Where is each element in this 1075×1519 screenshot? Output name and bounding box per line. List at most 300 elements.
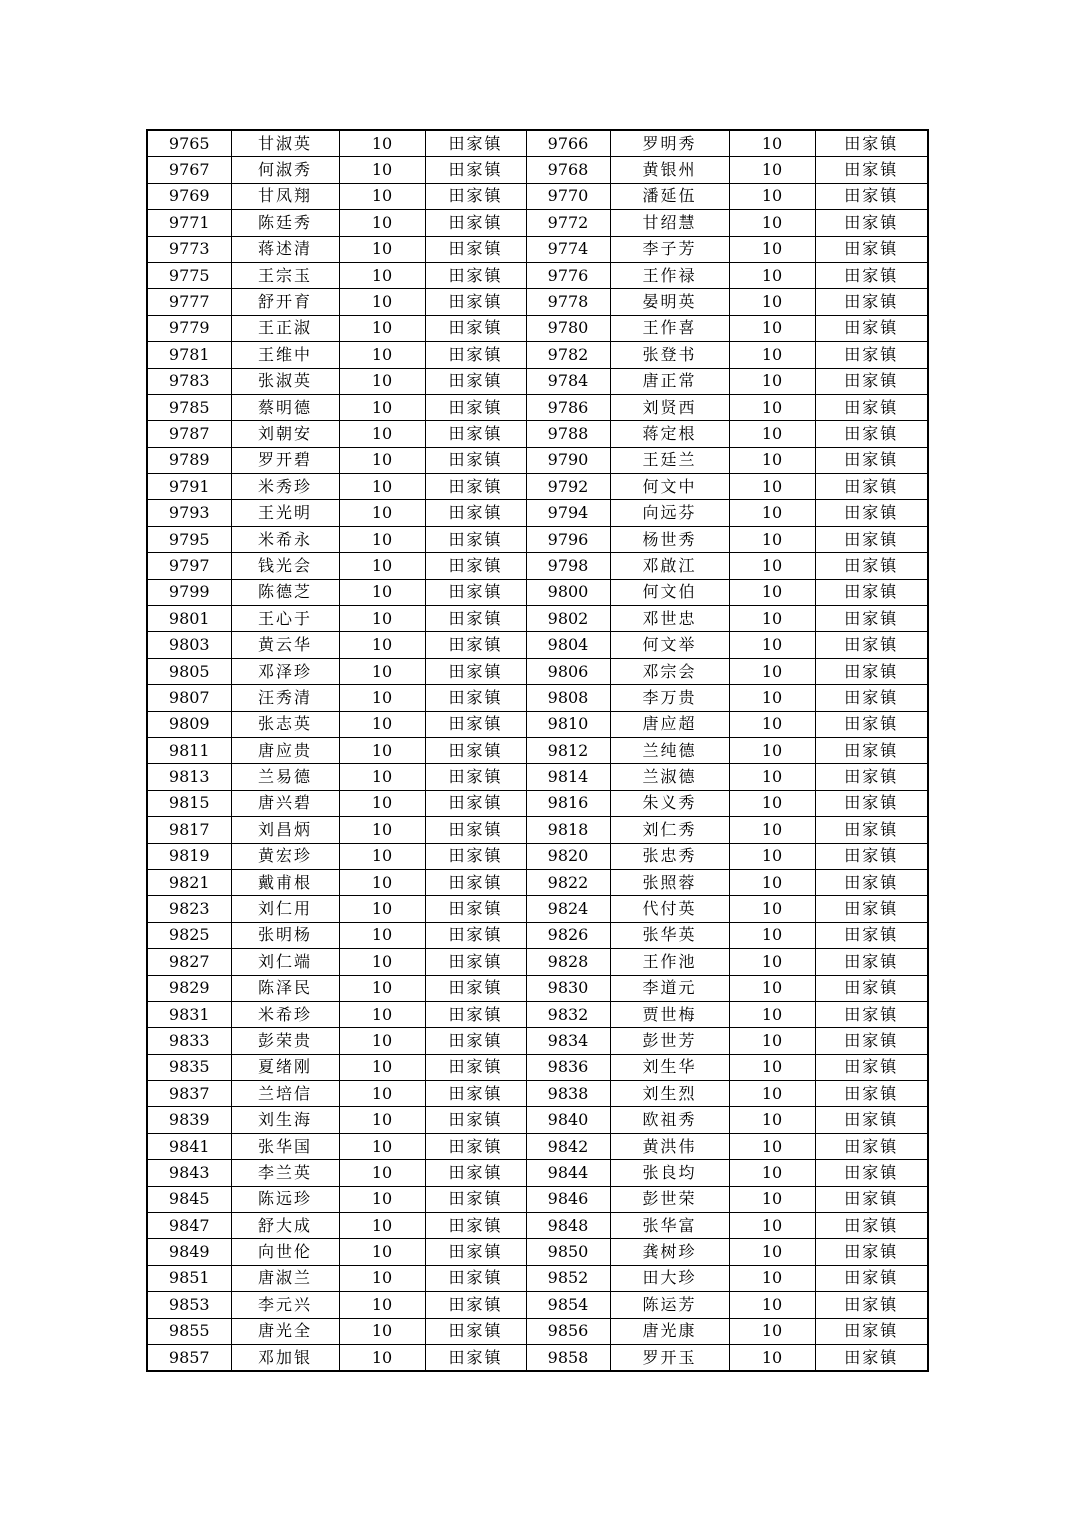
- amount-cell: 10: [339, 1081, 425, 1107]
- table-row: [147, 975, 928, 1001]
- town-cell: 田家镇: [815, 1213, 928, 1239]
- town-cell: 田家镇: [815, 1186, 928, 1212]
- amount-cell: 10: [729, 130, 815, 157]
- person-name-cell: 罗开碧: [231, 447, 339, 473]
- person-name-cell: 彭荣贵: [231, 1028, 339, 1054]
- record-number-cell: 9769: [147, 183, 231, 209]
- record-number-cell: 9777: [147, 289, 231, 315]
- town-cell: 田家镇: [425, 315, 526, 341]
- person-name-cell: 戴甫根: [231, 869, 339, 895]
- town-cell: 田家镇: [815, 1081, 928, 1107]
- person-name-cell: 米希永: [231, 526, 339, 552]
- town-cell: 田家镇: [425, 421, 526, 447]
- town-cell: 田家镇: [425, 130, 526, 157]
- amount-cell: 10: [339, 526, 425, 552]
- amount-cell: 10: [729, 685, 815, 711]
- person-name-cell: 张明杨: [231, 922, 339, 948]
- town-cell: 田家镇: [425, 1133, 526, 1159]
- person-name-cell: 王光明: [231, 500, 339, 526]
- town-cell: 田家镇: [815, 236, 928, 262]
- amount-cell: 10: [729, 817, 815, 843]
- table-row: [147, 315, 928, 341]
- person-name-cell: 刘仁用: [231, 896, 339, 922]
- town-cell: 田家镇: [815, 1001, 928, 1027]
- town-cell: 田家镇: [815, 1265, 928, 1291]
- person-name-cell: 唐应超: [610, 711, 729, 737]
- table-row: [147, 157, 928, 183]
- amount-cell: 10: [729, 1054, 815, 1080]
- record-number-cell: 9804: [526, 632, 610, 658]
- record-number-cell: 9799: [147, 579, 231, 605]
- amount-cell: 10: [339, 1186, 425, 1212]
- record-number-cell: 9780: [526, 315, 610, 341]
- person-name-cell: 刘贤西: [610, 394, 729, 420]
- record-number-cell: 9798: [526, 553, 610, 579]
- person-name-cell: 张华国: [231, 1133, 339, 1159]
- town-cell: 田家镇: [815, 474, 928, 500]
- town-cell: 田家镇: [815, 975, 928, 1001]
- amount-cell: 10: [729, 922, 815, 948]
- record-number-cell: 9779: [147, 315, 231, 341]
- town-cell: 田家镇: [425, 764, 526, 790]
- roster-body: [147, 130, 928, 1371]
- amount-cell: 10: [339, 368, 425, 394]
- town-cell: 田家镇: [815, 685, 928, 711]
- record-number-cell: 9837: [147, 1081, 231, 1107]
- town-cell: 田家镇: [815, 342, 928, 368]
- record-number-cell: 9792: [526, 474, 610, 500]
- town-cell: 田家镇: [815, 421, 928, 447]
- person-name-cell: 彭世芳: [610, 1028, 729, 1054]
- table-row: [147, 1292, 928, 1318]
- person-name-cell: 邓泽珍: [231, 658, 339, 684]
- person-name-cell: 王作池: [610, 949, 729, 975]
- person-name-cell: 黄宏珍: [231, 843, 339, 869]
- person-name-cell: 晏明英: [610, 289, 729, 315]
- person-name-cell: 甘绍慧: [610, 210, 729, 236]
- town-cell: 田家镇: [815, 817, 928, 843]
- person-name-cell: 向世伦: [231, 1239, 339, 1265]
- town-cell: 田家镇: [815, 130, 928, 157]
- person-name-cell: 张志英: [231, 711, 339, 737]
- amount-cell: 10: [339, 289, 425, 315]
- record-number-cell: 9806: [526, 658, 610, 684]
- town-cell: 田家镇: [815, 737, 928, 763]
- amount-cell: 10: [339, 606, 425, 632]
- town-cell: 田家镇: [425, 1054, 526, 1080]
- record-number-cell: 9766: [526, 130, 610, 157]
- record-number-cell: 9802: [526, 606, 610, 632]
- amount-cell: 10: [729, 843, 815, 869]
- record-number-cell: 9775: [147, 262, 231, 288]
- record-number-cell: 9782: [526, 342, 610, 368]
- amount-cell: 10: [729, 1239, 815, 1265]
- town-cell: 田家镇: [815, 1318, 928, 1344]
- person-name-cell: 王维中: [231, 342, 339, 368]
- record-number-cell: 9858: [526, 1344, 610, 1371]
- amount-cell: 10: [729, 975, 815, 1001]
- record-number-cell: 9853: [147, 1292, 231, 1318]
- record-number-cell: 9815: [147, 790, 231, 816]
- record-number-cell: 9783: [147, 368, 231, 394]
- table-row: [147, 579, 928, 605]
- record-number-cell: 9824: [526, 896, 610, 922]
- person-name-cell: 杨世秀: [610, 526, 729, 552]
- table-row: [147, 1213, 928, 1239]
- table-row: [147, 632, 928, 658]
- person-name-cell: 陈运芳: [610, 1292, 729, 1318]
- record-number-cell: 9768: [526, 157, 610, 183]
- person-name-cell: 邓世忠: [610, 606, 729, 632]
- person-name-cell: 何文伯: [610, 579, 729, 605]
- amount-cell: 10: [339, 1213, 425, 1239]
- record-number-cell: 9809: [147, 711, 231, 737]
- amount-cell: 10: [339, 421, 425, 447]
- record-number-cell: 9835: [147, 1054, 231, 1080]
- record-number-cell: 9838: [526, 1081, 610, 1107]
- table-row: [147, 421, 928, 447]
- amount-cell: 10: [729, 342, 815, 368]
- town-cell: 田家镇: [425, 606, 526, 632]
- table-row: [147, 1160, 928, 1186]
- record-number-cell: 9852: [526, 1265, 610, 1291]
- person-name-cell: 兰培信: [231, 1081, 339, 1107]
- person-name-cell: 田大珍: [610, 1265, 729, 1291]
- town-cell: 田家镇: [425, 949, 526, 975]
- record-number-cell: 9800: [526, 579, 610, 605]
- person-name-cell: 唐光全: [231, 1318, 339, 1344]
- person-name-cell: 舒开育: [231, 289, 339, 315]
- table-row: [147, 1107, 928, 1133]
- town-cell: 田家镇: [425, 1239, 526, 1265]
- record-number-cell: 9855: [147, 1318, 231, 1344]
- amount-cell: 10: [729, 289, 815, 315]
- record-number-cell: 9836: [526, 1054, 610, 1080]
- table-row: [147, 658, 928, 684]
- person-name-cell: 邓加银: [231, 1344, 339, 1371]
- person-name-cell: 兰淑德: [610, 764, 729, 790]
- amount-cell: 10: [729, 157, 815, 183]
- person-name-cell: 张淑英: [231, 368, 339, 394]
- person-name-cell: 何文举: [610, 632, 729, 658]
- record-number-cell: 9791: [147, 474, 231, 500]
- person-name-cell: 兰易德: [231, 764, 339, 790]
- person-name-cell: 黄云华: [231, 632, 339, 658]
- town-cell: 田家镇: [815, 1239, 928, 1265]
- record-number-cell: 9796: [526, 526, 610, 552]
- amount-cell: 10: [339, 817, 425, 843]
- table-row: [147, 1054, 928, 1080]
- person-name-cell: 李元兴: [231, 1292, 339, 1318]
- town-cell: 田家镇: [425, 1001, 526, 1027]
- amount-cell: 10: [729, 896, 815, 922]
- record-number-cell: 9811: [147, 737, 231, 763]
- record-number-cell: 9803: [147, 632, 231, 658]
- town-cell: 田家镇: [815, 764, 928, 790]
- person-name-cell: 蔡明德: [231, 394, 339, 420]
- town-cell: 田家镇: [815, 289, 928, 315]
- amount-cell: 10: [729, 632, 815, 658]
- record-number-cell: 9785: [147, 394, 231, 420]
- town-cell: 田家镇: [815, 1160, 928, 1186]
- town-cell: 田家镇: [815, 315, 928, 341]
- record-number-cell: 9818: [526, 817, 610, 843]
- table-row: [147, 790, 928, 816]
- record-number-cell: 9784: [526, 368, 610, 394]
- town-cell: 田家镇: [425, 394, 526, 420]
- table-row: [147, 1344, 928, 1371]
- amount-cell: 10: [729, 579, 815, 605]
- table-row: [147, 1318, 928, 1344]
- amount-cell: 10: [339, 157, 425, 183]
- person-name-cell: 王作喜: [610, 315, 729, 341]
- person-name-cell: 陈廷秀: [231, 210, 339, 236]
- town-cell: 田家镇: [815, 1344, 928, 1371]
- record-number-cell: 9856: [526, 1318, 610, 1344]
- person-name-cell: 欧祖秀: [610, 1107, 729, 1133]
- record-number-cell: 9801: [147, 606, 231, 632]
- town-cell: 田家镇: [815, 183, 928, 209]
- person-name-cell: 蒋定根: [610, 421, 729, 447]
- person-name-cell: 王作禄: [610, 262, 729, 288]
- record-number-cell: 9850: [526, 1239, 610, 1265]
- amount-cell: 10: [339, 737, 425, 763]
- amount-cell: 10: [339, 949, 425, 975]
- amount-cell: 10: [729, 1318, 815, 1344]
- town-cell: 田家镇: [815, 500, 928, 526]
- record-number-cell: 9786: [526, 394, 610, 420]
- person-name-cell: 李道元: [610, 975, 729, 1001]
- amount-cell: 10: [729, 1344, 815, 1371]
- town-cell: 田家镇: [815, 526, 928, 552]
- record-number-cell: 9844: [526, 1160, 610, 1186]
- town-cell: 田家镇: [815, 843, 928, 869]
- amount-cell: 10: [729, 658, 815, 684]
- person-name-cell: 甘淑英: [231, 130, 339, 157]
- record-number-cell: 9810: [526, 711, 610, 737]
- person-name-cell: 夏绪刚: [231, 1054, 339, 1080]
- person-name-cell: 黄银州: [610, 157, 729, 183]
- person-name-cell: 唐兴碧: [231, 790, 339, 816]
- person-name-cell: 唐正常: [610, 368, 729, 394]
- amount-cell: 10: [339, 658, 425, 684]
- record-number-cell: 9797: [147, 553, 231, 579]
- amount-cell: 10: [339, 474, 425, 500]
- person-name-cell: 陈德芝: [231, 579, 339, 605]
- amount-cell: 10: [729, 606, 815, 632]
- town-cell: 田家镇: [815, 869, 928, 895]
- person-name-cell: 舒大成: [231, 1213, 339, 1239]
- amount-cell: 10: [339, 130, 425, 157]
- town-cell: 田家镇: [815, 632, 928, 658]
- town-cell: 田家镇: [815, 1133, 928, 1159]
- person-name-cell: 米希珍: [231, 1001, 339, 1027]
- person-name-cell: 李子芳: [610, 236, 729, 262]
- record-number-cell: 9788: [526, 421, 610, 447]
- town-cell: 田家镇: [425, 579, 526, 605]
- amount-cell: 10: [729, 394, 815, 420]
- record-number-cell: 9821: [147, 869, 231, 895]
- person-name-cell: 刘仁端: [231, 949, 339, 975]
- record-number-cell: 9843: [147, 1160, 231, 1186]
- table-row: [147, 1028, 928, 1054]
- record-number-cell: 9774: [526, 236, 610, 262]
- person-name-cell: 彭世荣: [610, 1186, 729, 1212]
- record-number-cell: 9839: [147, 1107, 231, 1133]
- table-row: [147, 1186, 928, 1212]
- record-number-cell: 9816: [526, 790, 610, 816]
- amount-cell: 10: [729, 315, 815, 341]
- amount-cell: 10: [339, 553, 425, 579]
- town-cell: 田家镇: [815, 262, 928, 288]
- town-cell: 田家镇: [425, 342, 526, 368]
- amount-cell: 10: [729, 421, 815, 447]
- person-name-cell: 张忠秀: [610, 843, 729, 869]
- amount-cell: 10: [729, 711, 815, 737]
- town-cell: 田家镇: [425, 210, 526, 236]
- town-cell: 田家镇: [815, 658, 928, 684]
- town-cell: 田家镇: [425, 1107, 526, 1133]
- town-cell: 田家镇: [425, 896, 526, 922]
- amount-cell: 10: [729, 553, 815, 579]
- record-number-cell: 9829: [147, 975, 231, 1001]
- record-number-cell: 9841: [147, 1133, 231, 1159]
- town-cell: 田家镇: [425, 1344, 526, 1371]
- table-row: [147, 764, 928, 790]
- town-cell: 田家镇: [815, 1292, 928, 1318]
- table-row: [147, 817, 928, 843]
- person-name-cell: 陈远珍: [231, 1186, 339, 1212]
- town-cell: 田家镇: [425, 1318, 526, 1344]
- record-number-cell: 9817: [147, 817, 231, 843]
- amount-cell: 10: [339, 975, 425, 1001]
- person-name-cell: 张照蓉: [610, 869, 729, 895]
- town-cell: 田家镇: [815, 553, 928, 579]
- table-row: [147, 289, 928, 315]
- amount-cell: 10: [729, 368, 815, 394]
- town-cell: 田家镇: [425, 737, 526, 763]
- town-cell: 田家镇: [815, 1054, 928, 1080]
- person-name-cell: 王宗玉: [231, 262, 339, 288]
- town-cell: 田家镇: [425, 711, 526, 737]
- town-cell: 田家镇: [815, 949, 928, 975]
- record-number-cell: 9773: [147, 236, 231, 262]
- record-number-cell: 9834: [526, 1028, 610, 1054]
- amount-cell: 10: [729, 447, 815, 473]
- amount-cell: 10: [339, 236, 425, 262]
- person-name-cell: 何文中: [610, 474, 729, 500]
- record-number-cell: 9781: [147, 342, 231, 368]
- person-name-cell: 龚树珍: [610, 1239, 729, 1265]
- amount-cell: 10: [339, 1028, 425, 1054]
- amount-cell: 10: [729, 1028, 815, 1054]
- amount-cell: 10: [339, 790, 425, 816]
- record-number-cell: 9848: [526, 1213, 610, 1239]
- town-cell: 田家镇: [425, 474, 526, 500]
- table-row: [147, 1265, 928, 1291]
- amount-cell: 10: [339, 342, 425, 368]
- person-name-cell: 陈泽民: [231, 975, 339, 1001]
- person-name-cell: 唐应贵: [231, 737, 339, 763]
- town-cell: 田家镇: [815, 790, 928, 816]
- town-cell: 田家镇: [425, 1265, 526, 1291]
- roster-table: [146, 129, 929, 1372]
- record-number-cell: 9819: [147, 843, 231, 869]
- town-cell: 田家镇: [815, 711, 928, 737]
- record-number-cell: 9812: [526, 737, 610, 763]
- person-name-cell: 朱义秀: [610, 790, 729, 816]
- amount-cell: 10: [729, 790, 815, 816]
- amount-cell: 10: [729, 500, 815, 526]
- table-row: [147, 949, 928, 975]
- amount-cell: 10: [729, 1107, 815, 1133]
- town-cell: 田家镇: [425, 1028, 526, 1054]
- town-cell: 田家镇: [425, 790, 526, 816]
- record-number-cell: 9787: [147, 421, 231, 447]
- table-row: [147, 1081, 928, 1107]
- town-cell: 田家镇: [425, 1160, 526, 1186]
- town-cell: 田家镇: [425, 236, 526, 262]
- town-cell: 田家镇: [425, 500, 526, 526]
- table-row: [147, 711, 928, 737]
- town-cell: 田家镇: [425, 843, 526, 869]
- record-number-cell: 9831: [147, 1001, 231, 1027]
- person-name-cell: 汪秀清: [231, 685, 339, 711]
- amount-cell: 10: [729, 1001, 815, 1027]
- amount-cell: 10: [729, 474, 815, 500]
- amount-cell: 10: [729, 1292, 815, 1318]
- amount-cell: 10: [339, 685, 425, 711]
- amount-cell: 10: [339, 1344, 425, 1371]
- person-name-cell: 张登书: [610, 342, 729, 368]
- person-name-cell: 罗明秀: [610, 130, 729, 157]
- person-name-cell: 罗开玉: [610, 1344, 729, 1371]
- amount-cell: 10: [339, 500, 425, 526]
- amount-cell: 10: [339, 632, 425, 658]
- person-name-cell: 王正淑: [231, 315, 339, 341]
- amount-cell: 10: [339, 896, 425, 922]
- town-cell: 田家镇: [425, 157, 526, 183]
- town-cell: 田家镇: [425, 553, 526, 579]
- table-row: [147, 1239, 928, 1265]
- amount-cell: 10: [729, 183, 815, 209]
- person-name-cell: 唐淑兰: [231, 1265, 339, 1291]
- town-cell: 田家镇: [815, 1028, 928, 1054]
- amount-cell: 10: [339, 315, 425, 341]
- record-number-cell: 9807: [147, 685, 231, 711]
- amount-cell: 10: [339, 1001, 425, 1027]
- amount-cell: 10: [729, 1213, 815, 1239]
- town-cell: 田家镇: [815, 157, 928, 183]
- table-row: [147, 262, 928, 288]
- amount-cell: 10: [339, 1133, 425, 1159]
- amount-cell: 10: [339, 210, 425, 236]
- record-number-cell: 9793: [147, 500, 231, 526]
- amount-cell: 10: [339, 764, 425, 790]
- amount-cell: 10: [729, 764, 815, 790]
- record-number-cell: 9854: [526, 1292, 610, 1318]
- record-number-cell: 9795: [147, 526, 231, 552]
- town-cell: 田家镇: [815, 1107, 928, 1133]
- record-number-cell: 9826: [526, 922, 610, 948]
- person-name-cell: 刘生华: [610, 1054, 729, 1080]
- town-cell: 田家镇: [425, 526, 526, 552]
- person-name-cell: 何淑秀: [231, 157, 339, 183]
- record-number-cell: 9813: [147, 764, 231, 790]
- person-name-cell: 邓宗会: [610, 658, 729, 684]
- record-number-cell: 9833: [147, 1028, 231, 1054]
- person-name-cell: 代付英: [610, 896, 729, 922]
